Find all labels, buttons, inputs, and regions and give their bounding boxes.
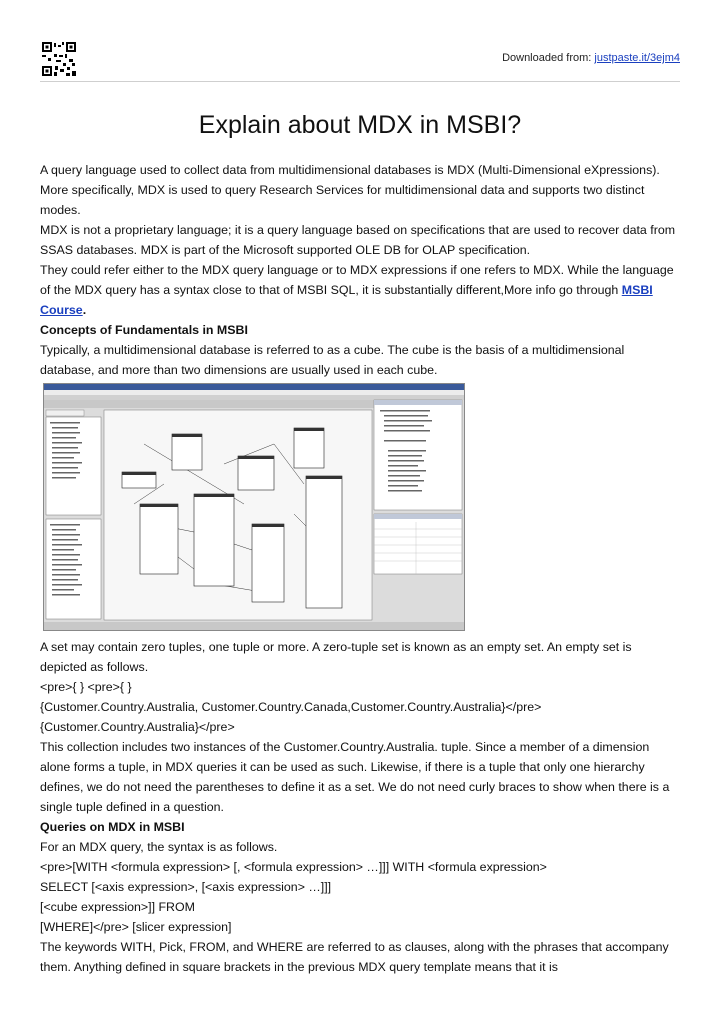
section-heading: Queries on MDX in MSBI [40, 820, 185, 834]
paragraph-text: They could refer either to the MDX query language or to MDX expressions if one refers to MDX. While the language of the MDX query has a syntax close to that of MSBI SQL, it is substantially different,More info go through [40, 263, 674, 297]
period: . [82, 303, 87, 317]
header-divider [40, 81, 680, 82]
msbi-course-link[interactable]: MSBI Course [40, 283, 653, 317]
article-body [40, 160, 680, 977]
download-source [502, 52, 680, 64]
code-line: [<cube expression>]] FROM [40, 900, 195, 914]
ssas-cube-designer-screenshot [43, 383, 465, 631]
paragraph: MDX is not a proprietary language; it is a query language based on specifications that are used to recover data from SSAS databases. MDX is part of the Microsoft supported OLE DB for OLAP specification. [40, 223, 676, 257]
code-line: [WHERE]</pre> [slicer expression] [40, 920, 232, 934]
code-line: {Customer.Country.Australia, Customer.Country.Canada,Customer.Country.Australia}</pre> [40, 700, 542, 714]
download-prefix: Downloaded from: [502, 52, 595, 64]
qr-code-icon [42, 42, 76, 76]
paragraph: For an MDX query, the syntax is as follows. [40, 840, 278, 854]
paragraph: Typically, a multidimensional database is referred to as a cube. The cube is the basis of a multidimensional database, and more than two dimensions are usually used in each cube. [40, 343, 625, 377]
paragraph: A query language used to collect data from multidimensional databases is MDX (Multi-Dimensional eXpressions). More specifically, MDX is used to query Research Services for multidimensional data and supports two distinct modes. [40, 163, 660, 217]
page-title: Explain about MDX in MSBI? [198, 111, 522, 139]
section-heading: Concepts of Fundamentals in MSBI [40, 323, 248, 337]
code-line: <pre>{ } <pre>{ } [40, 680, 132, 694]
paragraph: This collection includes two instances of the Customer.Country.Australia. tuple. Since a member of a dimension alone forms a tuple, in MDX queries it can be used as such. Likewise, if there is a tuple that only one hierarchy defines, we do not need the parentheses to define it as a set. We do not need curly braces to show when there is a single tuple defined in a question. [40, 740, 670, 814]
code-line: SELECT [<axis expression>, [<axis expression> …]]] [40, 880, 332, 894]
paragraph: The keywords WITH, Pick, FROM, and WHERE are referred to as clauses, along with the phrases that accompany them. Anything defined in square brackets in the previous MDX query template means that it is [40, 940, 669, 974]
code-line: <pre>[WITH <formula expression> [, <formula expression> …]]] WITH <formula expression> [40, 860, 547, 874]
code-line: {Customer.Country.Australia}</pre> [40, 720, 235, 734]
source-link[interactable]: justpaste.it/3ejm4 [594, 52, 680, 64]
paragraph: A set may contain zero tuples, one tuple or more. A zero-tuple set is known as an empty set. An empty set is depicted as follows. [40, 640, 632, 674]
paragraph [40, 260, 680, 320]
